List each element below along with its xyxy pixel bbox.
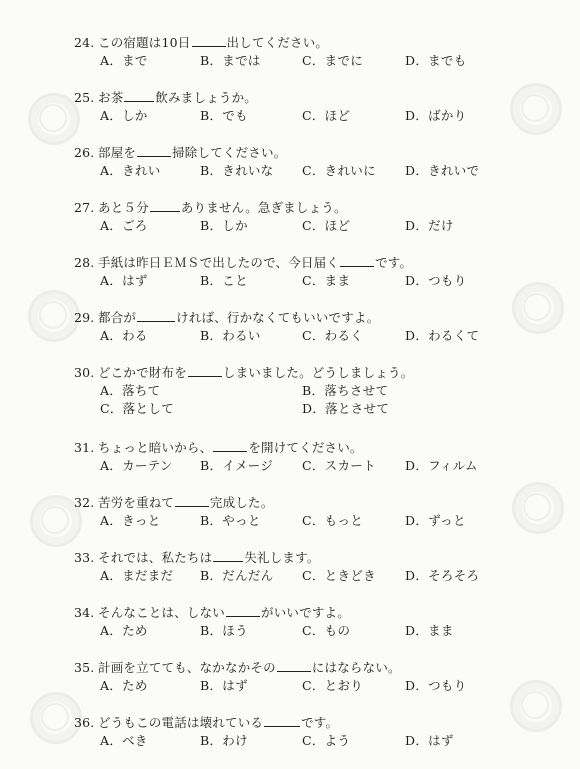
answer-option-b: B．こと xyxy=(200,273,248,288)
question-text-before-blank: お茶 xyxy=(98,90,124,105)
question-text-before-blank: 手紙は昨日ＥＭＳで出したので、今日届く xyxy=(98,255,340,270)
question-number: 24. xyxy=(74,35,95,50)
question-stem xyxy=(74,715,338,731)
answer-option-a: A．きれい xyxy=(100,163,161,178)
question-number: 33. xyxy=(74,550,95,565)
question-stem xyxy=(74,660,401,676)
question-text-before-blank: どこかで財布を xyxy=(98,365,187,380)
question-number: 26. xyxy=(74,145,95,160)
answer-blank xyxy=(124,90,154,102)
question-text-after-blank: 出してください。 xyxy=(226,35,329,50)
watermark-logo-icon xyxy=(512,482,564,534)
answer-option-d: D．きれいで xyxy=(405,163,480,178)
answer-blank xyxy=(277,660,311,672)
answer-blank xyxy=(226,605,260,617)
question-number: 34. xyxy=(74,605,95,620)
question-number: 28. xyxy=(74,255,95,270)
answer-option-c: C．まま xyxy=(302,273,351,288)
answer-option-b: B．だんだん xyxy=(200,568,274,583)
question-text-before-blank: それでは、私たちは xyxy=(98,550,213,565)
answer-option-a: A．落ちて xyxy=(100,383,161,398)
question-number: 32. xyxy=(74,495,95,510)
question-text-after-blank: しまいました。どうしましょう。 xyxy=(222,365,414,380)
answer-blank xyxy=(150,200,180,212)
answer-option-b: B．イメージ xyxy=(200,458,274,473)
answer-option-b: B．落ちさせて xyxy=(302,383,389,398)
answer-option-d: D．そろそろ xyxy=(405,568,480,583)
answer-option-a: A．カーテン xyxy=(100,458,173,473)
question-text-before-blank: 都合が xyxy=(98,310,137,325)
question-number: 29. xyxy=(74,310,95,325)
question-stem xyxy=(74,605,350,621)
answer-blank xyxy=(192,35,226,47)
question-text-after-blank: がいいですよ。 xyxy=(261,605,350,620)
answer-option-a: A．まだまだ xyxy=(100,568,174,583)
question-stem xyxy=(74,495,273,511)
answer-option-c: C．もの xyxy=(302,623,351,638)
answer-option-d: D．ずっと xyxy=(405,513,466,528)
question-stem xyxy=(74,200,347,216)
answer-option-d: D．フィルム xyxy=(405,458,478,473)
answer-option-c: C．きれいに xyxy=(302,163,376,178)
question-text-after-blank: ありません。急ぎましょう。 xyxy=(180,200,347,215)
answer-blank xyxy=(137,310,175,322)
answer-blank xyxy=(137,145,171,157)
question-text-before-blank: 部屋を xyxy=(98,145,137,160)
answer-option-b: B．わるい xyxy=(200,328,261,343)
question-stem xyxy=(74,365,413,381)
answer-option-d: D．はず xyxy=(405,733,454,748)
question-number: 27. xyxy=(74,200,95,215)
answer-option-c: C．わるく xyxy=(302,328,364,343)
answer-option-c: C．スカート xyxy=(302,458,376,473)
answer-option-d: D．だけ xyxy=(405,218,454,233)
answer-blank xyxy=(175,495,209,507)
question-text-before-blank: ちょっと暗いから、 xyxy=(98,440,213,455)
answer-option-a: A．ごろ xyxy=(100,218,148,233)
question-number: 25. xyxy=(74,90,95,105)
question-text-after-blank: にはならない。 xyxy=(311,660,401,675)
question-stem xyxy=(74,255,412,271)
question-text-before-blank: そんなことは、しない xyxy=(98,605,226,620)
question-text-before-blank: あと５分 xyxy=(98,200,149,215)
question-number: 30. xyxy=(74,365,95,380)
question-text-after-blank: です。 xyxy=(301,715,339,730)
question-text-before-blank: どうもこの電話は壊れている xyxy=(98,715,264,730)
answer-option-a: A．きっと xyxy=(100,513,161,528)
answer-option-b: B．ほう xyxy=(200,623,248,638)
answer-option-a: A．はず xyxy=(100,273,148,288)
question-text-before-blank: この宿題は10日 xyxy=(98,35,191,50)
question-text-after-blank: 完成した。 xyxy=(209,495,274,510)
question-text-after-blank: ければ、行かなくてもいいですよ。 xyxy=(176,310,380,325)
question-stem xyxy=(74,310,379,326)
question-number: 36. xyxy=(74,715,95,730)
answer-blank xyxy=(188,365,222,377)
answer-option-c: C．とおり xyxy=(302,678,364,693)
question-text-after-blank: 掃除してください。 xyxy=(172,145,287,160)
answer-option-b: B．までは xyxy=(200,53,261,68)
question-stem xyxy=(74,35,328,51)
answer-option-c: C．までに xyxy=(302,53,364,68)
watermark-logo-icon xyxy=(510,83,562,135)
watermark-logo-icon xyxy=(28,93,80,145)
answer-blank xyxy=(340,255,374,267)
answer-option-c: C．ときどき xyxy=(302,568,376,583)
answer-option-b: B．やっと xyxy=(200,513,261,528)
question-number: 35. xyxy=(74,660,95,675)
answer-option-c: C．落として xyxy=(100,401,174,416)
question-text-before-blank: 計画を立てても、なかなかその xyxy=(98,660,276,675)
answer-option-b: B．わけ xyxy=(200,733,248,748)
answer-option-b: B．はず xyxy=(200,678,248,693)
watermark-logo-icon xyxy=(28,290,80,342)
answer-option-d: D．つもり xyxy=(405,273,467,288)
answer-option-a: A．べき xyxy=(100,733,148,748)
answer-blank xyxy=(213,440,247,452)
question-text-after-blank: を開けてください。 xyxy=(248,440,363,455)
answer-option-b: B．でも xyxy=(200,108,248,123)
question-stem xyxy=(74,550,320,566)
answer-option-a: A．わる xyxy=(100,328,148,343)
question-stem xyxy=(74,90,257,106)
answer-option-c: C．もっと xyxy=(302,513,364,528)
answer-option-c: C．よう xyxy=(302,733,351,748)
answer-option-d: D．ばかり xyxy=(405,108,467,123)
answer-option-d: D．落とさせて xyxy=(302,401,390,416)
question-number: 31. xyxy=(74,440,95,455)
question-text-after-blank: 失礼します。 xyxy=(244,550,320,565)
answer-blank xyxy=(264,715,300,727)
answer-blank xyxy=(213,550,243,562)
answer-option-d: D．つもり xyxy=(405,678,467,693)
answer-option-a: A．ため xyxy=(100,678,148,693)
answer-option-c: C．ほど xyxy=(302,108,351,123)
answer-option-b: B．しか xyxy=(200,218,248,233)
question-text-before-blank: 苦労を重ねて xyxy=(98,495,174,510)
watermark-logo-icon xyxy=(510,680,562,732)
watermark-logo-icon xyxy=(512,282,564,334)
answer-option-b: B．きれいな xyxy=(200,163,274,178)
question-stem xyxy=(74,145,286,161)
answer-option-d: D．まま xyxy=(405,623,454,638)
question-text-after-blank: 飲みましょうか。 xyxy=(155,90,258,105)
answer-option-a: A．まで xyxy=(100,53,148,68)
answer-option-a: A．ため xyxy=(100,623,148,638)
question-stem xyxy=(74,440,363,456)
question-text-after-blank: です。 xyxy=(375,255,413,270)
answer-option-d: D．わるくて xyxy=(405,328,480,343)
answer-option-d: D．までも xyxy=(405,53,467,68)
answer-option-c: C．ほど xyxy=(302,218,351,233)
answer-option-a: A．しか xyxy=(100,108,148,123)
